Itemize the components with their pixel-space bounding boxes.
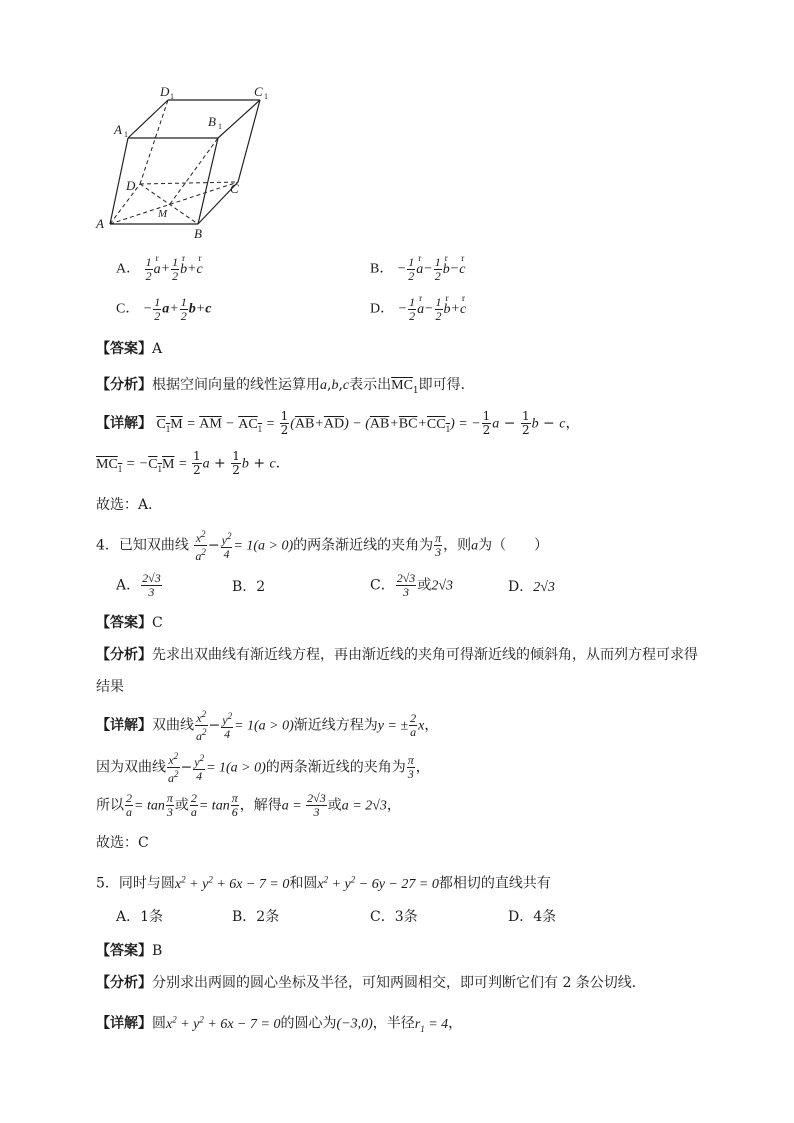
label-D: D xyxy=(126,178,136,193)
svg-text:1: 1 xyxy=(264,92,268,101)
parallelepiped-figure xyxy=(90,82,290,242)
q3-choose: 故选：A． xyxy=(96,497,163,513)
q5-options: A．1条 B．2条 C．3条 D．4条 xyxy=(116,909,557,925)
q3-answer: 【答案】A xyxy=(96,341,163,357)
q3-detail-line2: $MC_1 = -C_1M$ = $\frac{1}{2}$ a + $\frac{1}{2}$ b + c． xyxy=(96,449,290,477)
q4-options: A． $\frac{2√3}{3}$ B．2 C． $\frac{2√3}{3}$ 或2√3 D．2√3 xyxy=(116,571,555,599)
svg-text:1: 1 xyxy=(170,92,174,101)
q4-detail-l3: 所以 $\frac{2}{a}$ = tan $\frac{\pi}{3}$ 或 $\frac{2}{a}$ = tan $\frac{\pi}{6}$ ，解得a = $\frac{2√3}{3}$ 或a = 2√3， xyxy=(96,791,401,819)
label-A: A xyxy=(96,216,104,231)
label-B1: B xyxy=(208,114,216,129)
svg-text:1: 1 xyxy=(124,130,128,139)
q4-detail-l2: 因为双曲线 $\frac{x^2}{a^2}$ − $\frac{y^2}{4}$ = 1(a > 0)的两条渐近线的夹角为 $\frac{\pi}{3}$ ， xyxy=(96,751,430,785)
q5-stem: 5．同时与圆$x^2 + y^2 + 6x - 7 = 0$和圆$x^2 + y^2 - 6y - 27 = 0$都相切的直线共有 xyxy=(96,874,551,892)
q4-stem: 4．已知双曲线 $\frac{x^2}{a^2}$ − $\frac{y^2}{4}$ = 1(a > 0)的两条渐近线的夹角为 $\frac{\pi}{3}$ ，则a为（ ） xyxy=(96,529,549,563)
label-C1: C xyxy=(254,84,263,99)
q4-analysis-l1: 【分析】先求出双曲线有渐近线方程，再由渐近线的夹角可得渐近线的倾斜角，从而列方程可求得 xyxy=(96,647,698,663)
q4-analysis-l2: 结果 xyxy=(96,679,124,695)
label-A1: A xyxy=(114,122,122,137)
q4-answer: 【答案】C xyxy=(96,615,163,631)
q3-option-b: B． − $\frac{1}{2}$ r a− $\frac{1}{2}$ r b−r c xyxy=(370,256,465,283)
q3-option-d: D． − $\frac{1}{2}$ r a− $\frac{1}{2}$ r b+r c xyxy=(370,296,466,323)
q5-analysis: 【分析】分别求出两圆的圆心坐标及半径，可知两圆相交，即可判断它们有 2 条公切线． xyxy=(96,975,646,991)
svg-text:1: 1 xyxy=(218,122,222,131)
label-M: M xyxy=(158,208,168,220)
q3-option-c: C． − $\frac{1}{2}$ a+ $\frac{1}{2}$ b+c xyxy=(116,295,212,323)
q5-detail-l1: 【详解】圆$x^2 + y^2 + 6x - 7 = 0$的圆心为(−3,0)，半径$r_1 = 4$， xyxy=(96,1014,463,1034)
q3-option-a: A． $\frac{1}{2}$ r a+ $\frac{1}{2}$ r b+r c xyxy=(116,256,203,283)
label-C: C xyxy=(230,181,239,196)
q3-analysis: 【分析】根据空间向量的线性运算用a,b,c表示出$\overline{MC}_1$即可得． xyxy=(96,377,475,396)
label-D1: D xyxy=(160,84,170,99)
q4-choose: 故选：C xyxy=(96,835,149,851)
q3-detail-line1: 【详解】 $C_1M = \overline{AM} - AC_1$ = $\frac{1}{2}$ $(\overline{AB}+\overline{AD}) - (\overline{AB}+\overline{BC}+CC_1)$ = − $\frac{1}{2}$ a − $\frac{1}{2}$ b − c， xyxy=(96,409,580,437)
q4-detail-l1: 【详解】双曲线 $\frac{x^2}{a^2}$ − $\frac{y^2}{4}$ = 1(a > 0)渐近线方程为y = ± $\frac{2}{a}$ x， xyxy=(96,709,439,743)
label-B: B xyxy=(194,226,202,241)
q5-answer: 【答案】B xyxy=(96,943,163,959)
